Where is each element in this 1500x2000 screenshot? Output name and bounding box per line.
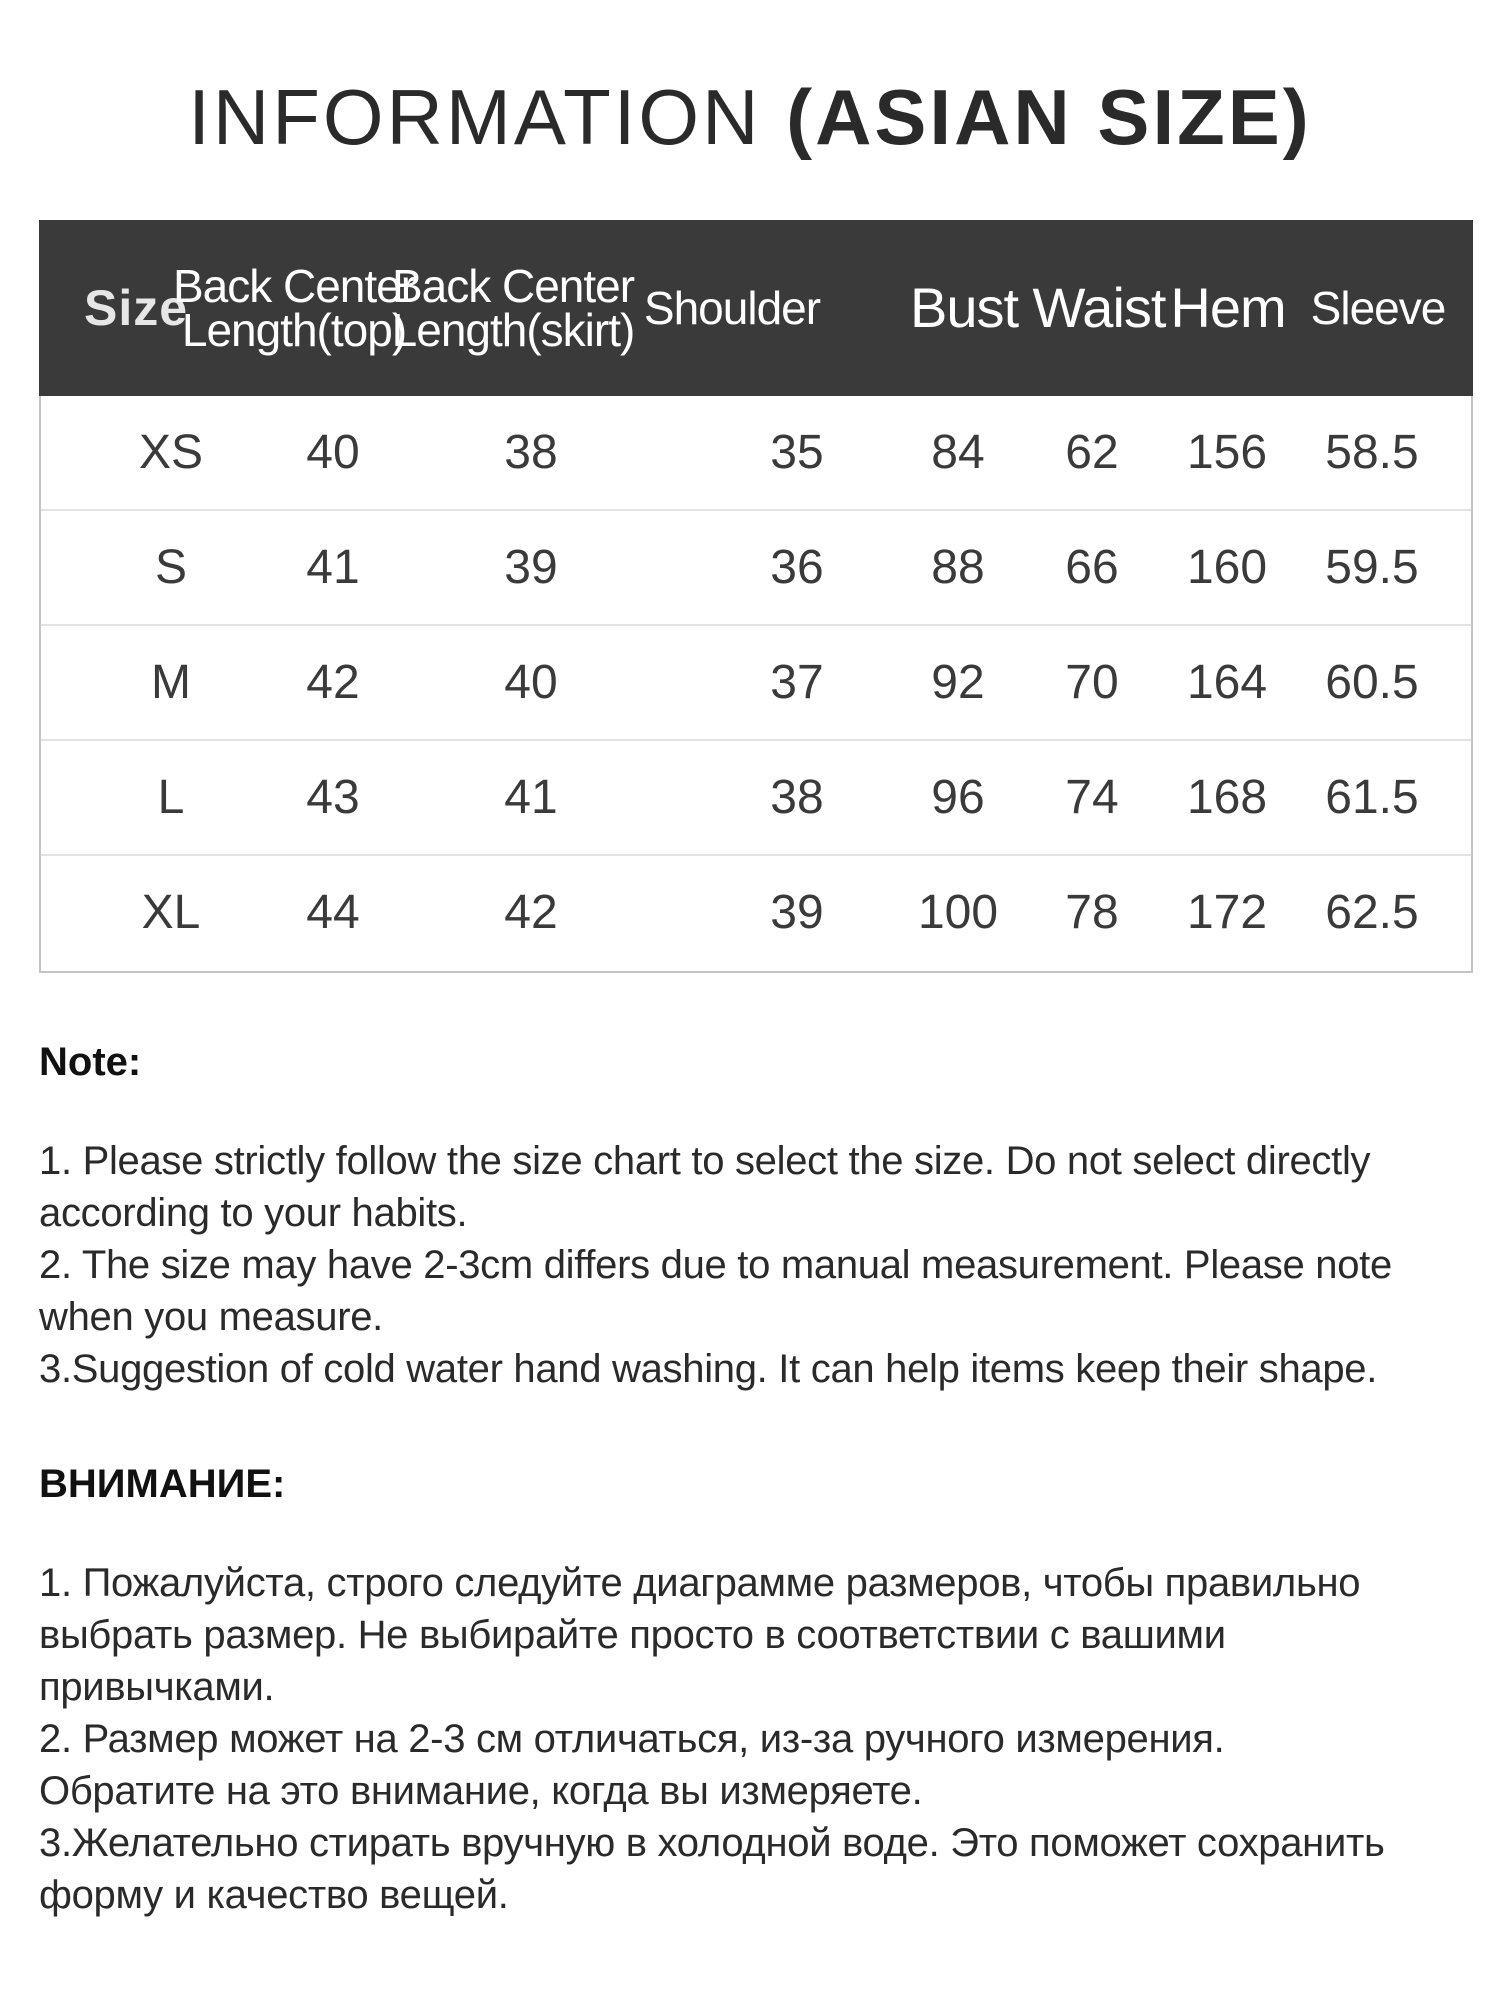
page-title <box>0 72 1500 163</box>
note-line: 1. Пожалуйста, строго следуйте диаграмме размеров, чтобы правильно <box>39 1561 1361 1605</box>
header-label: Sleeve <box>1310 282 1446 334</box>
cell-size: XS <box>138 426 204 479</box>
note-line: 2. Размер может на 2-3 см отличаться, из-за ручного измерения. <box>39 1717 1225 1761</box>
cell-back-top: 43 <box>306 771 360 824</box>
cell-waist: 74 <box>1065 771 1119 824</box>
header-shoulder <box>637 220 827 396</box>
note-line: 2. The size may have 2-3cm differs due to manual measurement. Please note <box>39 1243 1392 1287</box>
cell-waist: 66 <box>1065 541 1119 594</box>
cell-shoulder: 39 <box>770 886 824 939</box>
cell-sleeve: 61.5 <box>1325 771 1419 824</box>
table-row <box>41 396 1471 511</box>
cell-back-skirt: 40 <box>504 656 558 709</box>
note-line: Обратите на это внимание, когда вы измеряете. <box>39 1769 923 1813</box>
cell-back-skirt: 42 <box>504 886 558 939</box>
cell-back-top: 41 <box>306 541 360 594</box>
cell-back-top: 42 <box>306 656 360 709</box>
cell-waist: 62 <box>1065 426 1119 479</box>
cell-sleeve: 62.5 <box>1325 886 1419 939</box>
header-waist <box>1027 220 1171 396</box>
note-line: форму и качество вещей. <box>39 1873 509 1917</box>
header-label-line1: Back Center <box>391 260 635 312</box>
cell-size: S <box>154 541 187 594</box>
header-size-label: Size <box>83 280 189 336</box>
note-heading: ВНИМАНИЕ: <box>39 1462 286 1506</box>
cell-size: M <box>151 656 191 709</box>
cell-hem: 160 <box>1186 541 1268 594</box>
cell-sleeve: 58.5 <box>1325 426 1419 479</box>
header-label-line2: Length(skirt) <box>391 304 635 356</box>
header-label: Hem <box>1170 276 1286 339</box>
table-row <box>41 856 1471 969</box>
cell-bust: 100 <box>917 886 999 939</box>
cell-shoulder: 38 <box>770 771 824 824</box>
cell-back-top: 44 <box>306 886 360 939</box>
cell-shoulder: 35 <box>770 426 824 479</box>
cell-size: L <box>157 771 185 824</box>
note-line: when you measure. <box>39 1295 383 1339</box>
header-back-center-top <box>172 220 416 396</box>
note-line: 3.Suggestion of cold water hand washing. It can help items keep their shape. <box>39 1347 1378 1391</box>
note-line: выбрать размер. Не выбирайте просто в соответствии с вашими <box>39 1613 1226 1657</box>
header-label: Shoulder <box>643 282 821 334</box>
cell-back-skirt: 39 <box>504 541 558 594</box>
header-label: Waist <box>1032 276 1166 339</box>
cell-bust: 96 <box>931 771 985 824</box>
table-row <box>41 626 1471 741</box>
table-body <box>41 396 1471 969</box>
note-line: 1. Please strictly follow the size chart to select the size. Do not select directly <box>39 1139 1371 1183</box>
cell-sleeve: 60.5 <box>1325 656 1419 709</box>
cell-hem: 156 <box>1186 426 1268 479</box>
size-table <box>39 220 1473 973</box>
note-line: according to your habits. <box>39 1191 468 1235</box>
cell-shoulder: 37 <box>770 656 824 709</box>
header-label: Bust <box>909 276 1019 339</box>
cell-sleeve: 59.5 <box>1325 541 1419 594</box>
cell-shoulder: 36 <box>770 541 824 594</box>
cell-hem: 172 <box>1186 886 1268 939</box>
cell-bust: 84 <box>931 426 985 479</box>
cell-hem: 164 <box>1186 656 1268 709</box>
cell-bust: 88 <box>931 541 985 594</box>
header-sleeve <box>1293 220 1463 396</box>
title-main: INFORMATION <box>188 73 762 161</box>
note-line: 3.Желательно стирать вручную в холодной воде. Это поможет сохранить <box>39 1821 1385 1865</box>
note-russian <box>39 1462 1459 1921</box>
header-back-center-skirt <box>391 220 635 396</box>
cell-bust: 92 <box>931 656 985 709</box>
title-asian-size: (ASIAN SIZE) <box>786 73 1312 161</box>
cell-back-skirt: 38 <box>504 426 558 479</box>
cell-hem: 168 <box>1186 771 1268 824</box>
cell-waist: 70 <box>1065 656 1119 709</box>
cell-back-skirt: 41 <box>504 771 558 824</box>
cell-waist: 78 <box>1065 886 1119 939</box>
header-label-line1: Back Center <box>172 260 416 312</box>
table-row <box>41 511 1471 626</box>
header-label-line2: Length(top) <box>181 304 407 356</box>
note-line: привычками. <box>39 1665 275 1709</box>
note-heading: Note: <box>39 1040 142 1084</box>
header-bust <box>899 220 1029 396</box>
table-row <box>41 741 1471 856</box>
table-header <box>39 220 1473 396</box>
note-english <box>39 1040 1459 1395</box>
cell-size: XL <box>141 886 201 939</box>
cell-back-top: 40 <box>306 426 360 479</box>
header-hem <box>1163 220 1293 396</box>
